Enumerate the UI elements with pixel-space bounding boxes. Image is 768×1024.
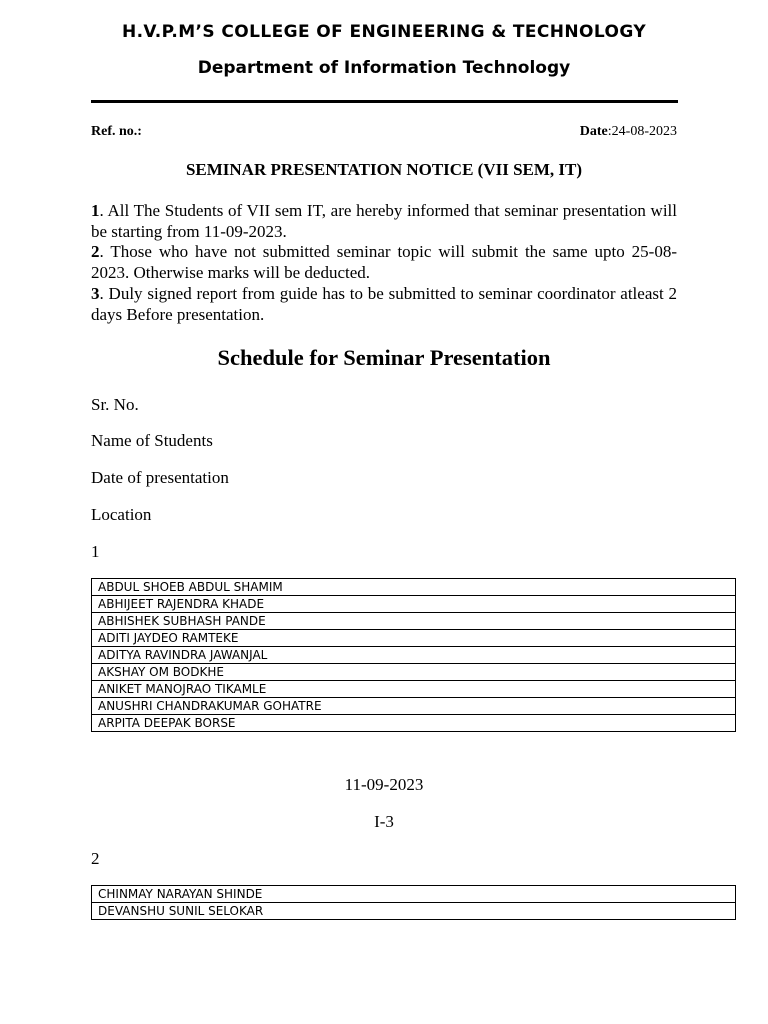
notice-point: [91, 242, 677, 283]
college-name: H.V.P.M’S COLLEGE OF ENGINEERING & TECHNOLOGY: [121, 22, 647, 42]
table-row: [92, 630, 736, 647]
student-name: ABHIJEET RAJENDRA KHADE: [92, 596, 736, 613]
date-label: Date: [579, 124, 608, 139]
point-text: . Those who have not submitted seminar topic will submit the same upto 25-08-2023. Otherwise marks will be deducted.: [91, 242, 677, 283]
group-1-student-table: [91, 578, 736, 732]
student-name: ANUSHRI CHANDRAKUMAR GOHATRE: [92, 698, 736, 715]
group-1-presentation-date: 11-09-2023: [344, 775, 424, 794]
point-number: 2: [91, 242, 100, 262]
table-row: [92, 664, 736, 681]
point-text: . Duly signed report from guide has to be submitted to seminar coordinator atleast 2 days Before presentation.: [91, 283, 677, 324]
column-header-location: Location: [91, 505, 152, 524]
group-2-student-table: [91, 885, 736, 920]
group-1-sr-no: 1: [91, 542, 100, 561]
point-number: 1: [91, 201, 100, 220]
student-name: ARPITA DEEPAK BORSE: [92, 715, 736, 732]
column-header-date: Date of presentation: [91, 468, 229, 487]
student-name: ABDUL SHOEB ABDUL SHAMIM: [92, 579, 736, 596]
group-1-location: I-3: [374, 812, 394, 831]
student-name: DEVANSHU SUNIL SELOKAR: [92, 903, 736, 920]
student-name: ABHISHEK SUBHASH PANDE: [92, 613, 736, 630]
table-row: [92, 596, 736, 613]
department-name: Department of Information Technology: [197, 58, 571, 78]
student-name: ADITI JAYDEO RAMTEKE: [92, 630, 736, 647]
notice-point: [91, 284, 677, 325]
student-name: ADITYA RAVINDRA JAWANJAL: [92, 647, 736, 664]
schedule-title: Schedule for Seminar Presentation: [217, 345, 551, 370]
table-row: [92, 903, 736, 920]
table-row: [92, 681, 736, 698]
student-name: AKSHAY OM BODKHE: [92, 664, 736, 681]
table-row: [92, 886, 736, 903]
table-row: [92, 647, 736, 664]
table-row: [92, 579, 736, 596]
date-value: :24-08-2023: [607, 124, 677, 139]
group-2-sr-no: 2: [91, 849, 100, 868]
table-row: [92, 715, 736, 732]
notice-date: [580, 124, 677, 140]
point-number: 3: [91, 283, 100, 303]
point-text: . All The Students of VII sem IT, are hereby informed that seminar presentation will be starting from 11-09-2023.: [91, 201, 677, 241]
notice-point: [91, 201, 677, 242]
table-row: [92, 698, 736, 715]
column-header-sr-no: Sr. No.: [91, 395, 139, 414]
notice-title: SEMINAR PRESENTATION NOTICE (VII SEM, IT): [185, 160, 583, 179]
student-name: CHINMAY NARAYAN SHINDE: [92, 886, 736, 903]
ref-number: Ref. no.:: [91, 124, 142, 139]
notice-points: [91, 201, 677, 325]
table-row: [92, 613, 736, 630]
column-header-name: Name of Students: [91, 431, 213, 450]
header-rule: [91, 100, 678, 103]
student-name: ANIKET MANOJRAO TIKAMLE: [92, 681, 736, 698]
